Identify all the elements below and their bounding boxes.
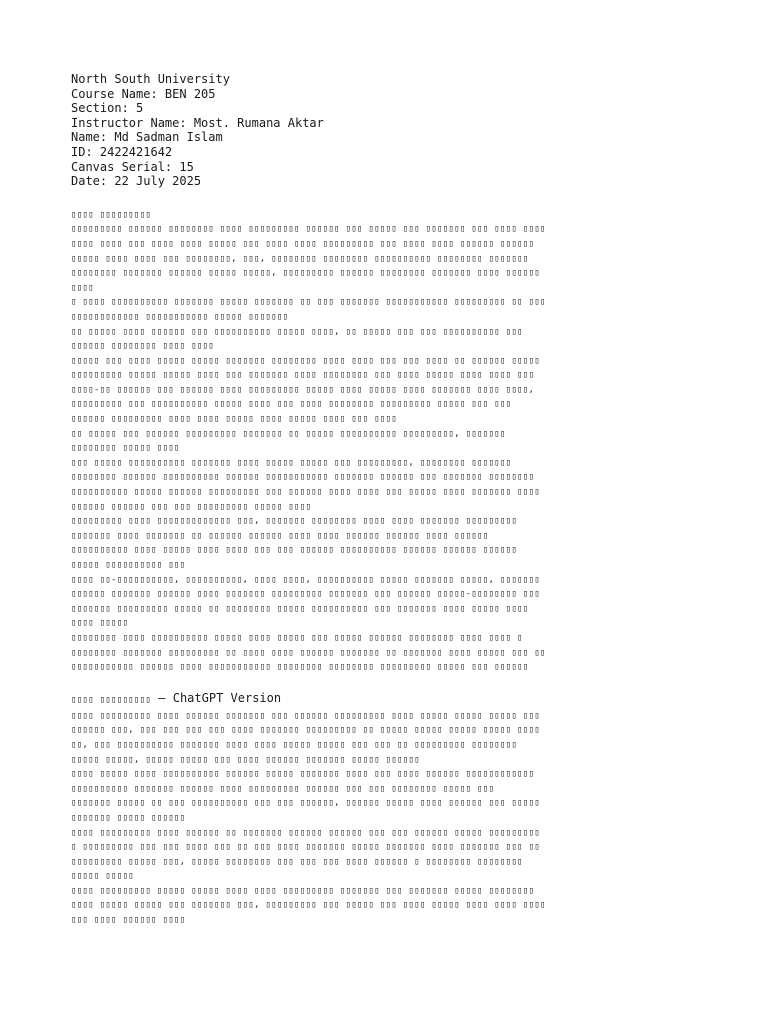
paragraph-line: ▯▯▯▯▯▯▯ ▯▯▯▯ ▯▯▯▯▯▯▯ ▯▯ ▯▯▯▯▯▯ ▯▯▯▯▯▯ ▯▯▯▯ ▯▯▯▯ ▯▯▯▯▯▯ ▯▯▯▯▯▯ ▯▯▯▯ ▯▯▯▯▯▯ (71, 530, 489, 541)
paragraph-line: ▯▯ ▯▯▯▯▯ ▯▯▯▯ ▯▯▯▯▯▯ ▯▯▯ ▯▯▯▯▯▯▯▯▯▯ ▯▯▯▯▯ ▯▯▯▯, ▯▯ ▯▯▯▯▯ ▯▯▯ ▯▯▯ ▯▯▯▯▯▯▯▯▯▯ ▯▯▯ (71, 326, 523, 337)
course-line: Course Name: BEN 205 (71, 86, 216, 101)
essay-body (71, 222, 708, 674)
paragraph-line: ▯▯▯▯▯▯ ▯▯▯▯▯▯▯ ▯▯▯▯▯▯ ▯▯▯▯ ▯▯▯▯▯▯▯ ▯▯▯▯▯▯▯▯▯ ▯▯▯▯▯▯▯ ▯▯▯ ▯▯▯▯▯▯ ▯▯▯▯▯-▯▯▯▯▯▯▯▯ ▯▯▯ (71, 589, 540, 600)
university-line: North South University (71, 72, 230, 86)
paragraph-line: ▯▯▯▯▯ ▯▯▯▯ ▯▯▯▯ ▯▯▯ ▯▯▯▯▯▯▯▯, ▯▯▯, ▯▯▯▯▯▯▯▯ ▯▯▯▯▯▯▯▯ ▯▯▯▯▯▯▯▯▯▯ ▯▯▯▯▯▯▯▯ ▯▯▯▯▯▯▯ (71, 253, 529, 264)
paragraph-line: ▯▯▯▯▯▯ ▯▯▯, ▯▯▯ ▯▯▯ ▯▯▯ ▯▯▯ ▯▯▯▯ ▯▯▯▯▯▯▯ ▯▯▯▯▯▯▯▯▯ ▯▯ ▯▯▯▯▯ ▯▯▯▯▯ ▯▯▯▯▯ ▯▯▯▯▯ ▯▯▯▯ (71, 725, 540, 736)
paragraph-line: ▯▯, ▯▯▯ ▯▯▯▯▯▯▯▯▯▯ ▯▯▯▯▯▯▯ ▯▯▯▯ ▯▯▯▯ ▯▯▯▯▯ ▯▯▯▯▯ ▯▯▯ ▯▯▯ ▯▯ ▯▯▯▯▯▯▯▯▯ ▯▯▯▯▯▯▯▯ (71, 739, 518, 750)
student-id-line: ID: 2422421642 (71, 144, 173, 159)
paragraph-line: ▯▯▯▯▯▯▯▯▯ ▯▯▯ ▯▯▯▯▯▯▯▯▯▯ ▯▯▯▯▯ ▯▯▯▯ ▯▯▯ ▯▯▯▯ ▯▯▯▯▯▯▯▯ ▯▯▯▯▯▯▯▯▯ ▯▯▯▯▯ ▯▯▯ ▯▯▯ (71, 399, 512, 410)
paragraph-line: ▯▯▯ ▯▯▯▯ ▯▯▯▯▯▯ ▯▯▯▯ (71, 915, 186, 926)
canvas-serial-line: Canvas Serial: 15 (71, 159, 194, 174)
paragraph-line: ▯▯▯▯▯▯▯▯▯▯ ▯▯▯▯▯▯▯ ▯▯▯▯▯▯ ▯▯▯▯ ▯▯▯▯▯▯▯▯▯ ▯▯▯▯▯▯ ▯▯▯ ▯▯▯ ▯▯▯▯▯▯▯▯ ▯▯▯▯▯ ▯▯▯ (71, 783, 495, 794)
paragraph-line: ▯▯▯▯▯▯ ▯▯▯▯▯▯ ▯▯▯ ▯▯▯ ▯▯▯▯▯▯▯▯▯ ▯▯▯▯▯ ▯▯▯▯ (71, 501, 312, 512)
paragraph-line: ▯▯▯▯▯▯▯▯ ▯▯▯▯▯ ▯▯▯▯ (71, 443, 180, 454)
paragraph-line: ▯ ▯▯▯▯▯▯▯▯▯ ▯▯▯ ▯▯▯ ▯▯▯▯ ▯▯▯ ▯▯ ▯▯▯ ▯▯▯▯ ▯▯▯▯▯▯▯ ▯▯▯▯▯ ▯▯▯▯▯▯▯ ▯▯▯▯ ▯▯▯▯▯▯▯ ▯▯▯ ▯▯ (71, 842, 540, 853)
paragraph-line: ▯▯▯▯-▯▯ ▯▯▯▯▯▯ ▯▯▯ ▯▯▯▯▯▯ ▯▯▯▯ ▯▯▯▯▯▯▯▯▯ ▯▯▯▯▯ ▯▯▯▯ ▯▯▯▯▯ ▯▯▯▯ ▯▯▯▯▯▯▯ ▯▯▯▯ ▯▯▯▯, (71, 384, 535, 395)
paragraph-line: ▯▯▯▯▯▯▯▯▯▯ ▯▯▯▯ ▯▯▯▯▯ ▯▯▯▯ ▯▯▯▯ ▯▯▯ ▯▯▯ ▯▯▯▯▯▯ ▯▯▯▯▯▯▯▯▯▯ ▯▯▯▯▯▯ ▯▯▯▯▯▯ ▯▯▯▯▯▯ (71, 545, 518, 556)
paragraph-line: ▯▯▯▯▯▯▯▯▯ ▯▯▯▯▯▯ ▯▯▯▯▯▯▯▯ ▯▯▯▯ ▯▯▯▯▯▯▯▯▯ ▯▯▯▯▯▯ ▯▯▯ ▯▯▯▯▯ ▯▯▯ ▯▯▯▯▯▯▯ ▯▯▯ ▯▯▯▯ ▯▯▯▯ (71, 224, 546, 235)
paragraph-line: ▯▯▯▯▯▯▯▯ ▯▯▯▯▯▯▯ ▯▯▯▯▯▯▯▯▯ ▯▯ ▯▯▯▯ ▯▯▯▯ ▯▯▯▯▯▯ ▯▯▯▯▯▯▯ ▯▯ ▯▯▯▯▯▯▯ ▯▯▯▯ ▯▯▯▯▯ ▯▯▯ ▯▯ (71, 647, 546, 658)
essay-chatgpt (71, 690, 708, 928)
paragraph-line: ▯▯▯▯▯▯ ▯▯▯▯▯▯▯▯▯ ▯▯▯▯ ▯▯▯▯ ▯▯▯▯▯ ▯▯▯▯ ▯▯▯▯▯ ▯▯▯▯ ▯▯▯ ▯▯▯▯ (71, 414, 397, 425)
paragraph-line: ▯▯▯▯▯▯▯▯▯▯▯ ▯▯▯▯▯▯ ▯▯▯▯ ▯▯▯▯▯▯▯▯▯▯▯ ▯▯▯▯▯▯▯▯ ▯▯▯▯▯▯▯▯ ▯▯▯▯▯▯▯▯▯ ▯▯▯▯▯ ▯▯▯ ▯▯▯▯▯▯ (71, 662, 529, 673)
paragraph-line: ▯▯▯▯▯ ▯▯▯▯▯▯▯▯▯▯ ▯▯▯ (71, 560, 186, 570)
paragraph-line: ▯▯▯▯▯▯▯▯ ▯▯▯▯ ▯▯▯▯▯▯▯▯▯▯ ▯▯▯▯▯ ▯▯▯▯ ▯▯▯▯▯ ▯▯▯ ▯▯▯▯▯ ▯▯▯▯▯▯ ▯▯▯▯▯▯▯▯ ▯▯▯▯ ▯▯▯▯ ▯ (71, 632, 523, 643)
date-line: Date: 22 July 2025 (71, 174, 202, 189)
paragraph-line: ▯▯▯▯ ▯▯▯▯▯▯▯▯▯ ▯▯▯▯ ▯▯▯▯▯▯ ▯▯ ▯▯▯▯▯▯▯ ▯▯▯▯▯▯ ▯▯▯▯▯▯ ▯▯▯ ▯▯▯ ▯▯▯▯▯▯ ▯▯▯▯▯ ▯▯▯▯▯▯▯▯▯ (71, 827, 540, 838)
paragraph-line: ▯▯▯▯▯▯▯ ▯▯▯▯▯ ▯▯ ▯▯▯ ▯▯▯▯▯▯▯▯▯▯ ▯▯▯ ▯▯▯ ▯▯▯▯▯▯, ▯▯▯▯▯▯ ▯▯▯▯▯ ▯▯▯▯ ▯▯▯▯▯▯ ▯▯▯ ▯▯▯▯▯ (71, 798, 540, 809)
paragraph-line: ▯▯▯▯ ▯▯▯▯▯ (71, 618, 129, 629)
paragraph-line: ▯▯▯▯▯▯▯ ▯▯▯▯▯▯▯▯▯ ▯▯▯▯▯ ▯▯ ▯▯▯▯▯▯▯▯ ▯▯▯▯▯ ▯▯▯▯▯▯▯▯▯▯ ▯▯▯ ▯▯▯▯▯▯▯ ▯▯▯▯ ▯▯▯▯▯ ▯▯▯▯ (71, 603, 529, 614)
section-line: Section: 5 (71, 101, 144, 116)
paragraph-line: ▯▯▯▯ ▯▯▯▯▯▯▯▯▯ ▯▯▯▯▯ ▯▯▯▯▯ ▯▯▯▯ ▯▯▯▯ ▯▯▯▯▯▯▯▯▯ ▯▯▯▯▯▯▯ ▯▯▯ ▯▯▯▯▯▯▯ ▯▯▯▯▯ ▯▯▯▯▯▯▯▯ (71, 885, 535, 896)
essay-original (71, 208, 708, 675)
header-block (71, 72, 708, 189)
paragraph-line: ▯▯▯▯▯▯▯▯▯ ▯▯▯▯▯ ▯▯▯▯▯ ▯▯▯▯ ▯▯▯ ▯▯▯▯▯▯▯ ▯▯▯▯ ▯▯▯▯▯▯▯▯ ▯▯▯ ▯▯▯▯ ▯▯▯▯▯ ▯▯▯▯ ▯▯▯▯ ▯▯▯ (71, 370, 535, 381)
paragraph-line: ▯▯▯▯▯▯▯ ▯▯▯▯▯ ▯▯▯▯▯▯ (71, 812, 186, 823)
paragraph-line: ▯▯▯▯ ▯▯▯▯▯ ▯▯▯▯ ▯▯▯▯▯▯▯▯▯▯ ▯▯▯▯▯▯ ▯▯▯▯▯ ▯▯▯▯▯▯▯ ▯▯▯▯ ▯▯▯ ▯▯▯▯ ▯▯▯▯▯▯ ▯▯▯▯▯▯▯▯▯▯▯▯ (71, 769, 535, 780)
paragraph-line: ▯▯▯▯▯▯▯▯▯▯▯▯ ▯▯▯▯▯▯▯▯▯▯▯ ▯▯▯▯▯ ▯▯▯▯▯▯▯ (71, 311, 289, 322)
student-name-line: Name: Md Sadman Islam (71, 130, 223, 145)
paragraph-line: ▯▯▯▯▯▯▯▯▯▯ ▯▯▯▯▯ ▯▯▯▯▯▯ ▯▯▯▯▯▯▯▯▯ ▯▯▯ ▯▯▯▯▯▯ ▯▯▯▯ ▯▯▯▯ ▯▯▯ ▯▯▯▯▯ ▯▯▯▯ ▯▯▯▯▯▯▯ ▯▯▯▯ (71, 487, 540, 498)
paragraph-line: ▯▯▯▯ ▯▯-▯▯▯▯▯▯▯▯▯▯, ▯▯▯▯▯▯▯▯▯▯, ▯▯▯▯ ▯▯▯▯, ▯▯▯▯▯▯▯▯▯▯ ▯▯▯▯▯ ▯▯▯▯▯▯▯ ▯▯▯▯▯, ▯▯▯▯▯▯▯ (71, 574, 540, 585)
paragraph-line: ▯▯▯▯▯▯▯▯▯ ▯▯▯▯▯ ▯▯▯, ▯▯▯▯▯ ▯▯▯▯▯▯▯▯ ▯▯▯ ▯▯▯ ▯▯▯ ▯▯▯▯ ▯▯▯▯▯▯ ▯ ▯▯▯▯▯▯▯▯ ▯▯▯▯▯▯▯▯ (71, 856, 523, 867)
essay-chatgpt-title-suffix: – ChatGPT Version (151, 690, 282, 705)
paragraph-line: ▯▯▯▯▯ ▯▯▯▯▯, ▯▯▯▯▯ ▯▯▯▯▯ ▯▯▯ ▯▯▯▯ ▯▯▯▯▯▯ ▯▯▯▯▯▯▯ ▯▯▯▯▯ ▯▯▯▯▯▯ (71, 754, 420, 765)
paragraph-line: ▯▯▯▯▯▯▯▯ ▯▯▯▯▯▯▯ ▯▯▯▯▯▯ ▯▯▯▯▯ ▯▯▯▯▯, ▯▯▯▯▯▯▯▯▯ ▯▯▯▯▯▯ ▯▯▯▯▯▯▯▯ ▯▯▯▯▯▯▯ ▯▯▯▯ ▯▯▯▯▯▯ (71, 268, 540, 279)
paragraph-line: ▯▯▯▯ ▯▯▯▯▯ ▯▯▯▯▯ ▯▯▯ ▯▯▯▯▯▯▯ ▯▯▯, ▯▯▯▯▯▯▯▯▯ ▯▯▯ ▯▯▯▯▯ ▯▯▯ ▯▯▯▯ ▯▯▯▯▯ ▯▯▯▯ ▯▯▯▯ ▯▯▯▯ (71, 900, 546, 911)
paragraph-line: ▯▯▯▯▯ ▯▯▯▯▯ (71, 871, 134, 882)
paragraph-line: ▯▯▯▯▯ ▯▯▯ ▯▯▯▯ ▯▯▯▯▯ ▯▯▯▯▯ ▯▯▯▯▯▯▯ ▯▯▯▯▯▯▯▯ ▯▯▯▯ ▯▯▯▯ ▯▯▯ ▯▯▯ ▯▯▯▯ ▯▯ ▯▯▯▯▯▯ ▯▯▯▯▯ (71, 355, 540, 366)
essay-chatgpt-title-prefix: ▯▯▯▯ ▯▯▯▯▯▯▯▯▯ (71, 694, 152, 705)
paragraph-line: ▯▯▯▯▯▯▯▯▯ ▯▯▯▯ ▯▯▯▯▯▯▯▯▯▯▯▯▯ ▯▯▯, ▯▯▯▯▯▯▯ ▯▯▯▯▯▯▯▯ ▯▯▯▯ ▯▯▯▯ ▯▯▯▯▯▯▯ ▯▯▯▯▯▯▯▯▯ (71, 516, 518, 527)
paragraph-line: ▯▯▯▯ ▯▯▯▯ ▯▯▯ ▯▯▯▯ ▯▯▯▯ ▯▯▯▯▯ ▯▯▯ ▯▯▯▯ ▯▯▯▯ ▯▯▯▯▯▯▯▯▯ ▯▯▯ ▯▯▯▯ ▯▯▯▯ ▯▯▯▯▯▯ ▯▯▯▯▯▯ (71, 238, 535, 249)
paragraph-line: ▯▯▯ ▯▯▯▯▯ ▯▯▯▯▯▯▯▯▯▯ ▯▯▯▯▯▯▯ ▯▯▯▯ ▯▯▯▯▯ ▯▯▯▯▯ ▯▯▯ ▯▯▯▯▯▯▯▯▯, ▯▯▯▯▯▯▯▯ ▯▯▯▯▯▯▯ (71, 457, 512, 468)
paragraph-line: ▯▯▯▯▯▯▯▯ ▯▯▯▯▯▯ ▯▯▯▯▯▯▯▯▯▯ ▯▯▯▯▯▯ ▯▯▯▯▯▯▯▯▯▯▯ ▯▯▯▯▯▯▯ ▯▯▯▯▯▯ ▯▯▯ ▯▯▯▯▯▯▯ ▯▯▯▯▯▯▯▯ (71, 472, 535, 483)
spacer (71, 189, 708, 204)
paragraph-line: ▯▯▯▯ ▯▯▯▯▯▯▯▯▯ ▯▯▯▯ ▯▯▯▯▯▯ ▯▯▯▯▯▯▯ ▯▯▯ ▯▯▯▯▯▯ ▯▯▯▯▯▯▯▯▯ ▯▯▯▯ ▯▯▯▯▯ ▯▯▯▯▯ ▯▯▯▯▯ ▯▯▯ (71, 710, 540, 721)
essay-title: ▯▯▯▯ ▯▯▯▯▯▯▯▯▯ (71, 209, 152, 220)
essay-chatgpt-title (71, 690, 708, 709)
paragraph-line: ▯▯ ▯▯▯▯▯ ▯▯▯ ▯▯▯▯▯▯ ▯▯▯▯▯▯▯▯▯ ▯▯▯▯▯▯▯ ▯▯ ▯▯▯▯▯ ▯▯▯▯▯▯▯▯▯▯ ▯▯▯▯▯▯▯▯▯, ▯▯▯▯▯▯▯ (71, 428, 506, 439)
essay-chatgpt-body (71, 709, 708, 928)
paragraph-line: ▯▯▯▯▯▯ ▯▯▯▯▯▯▯▯ ▯▯▯▯ ▯▯▯▯ (71, 341, 214, 352)
spacer (71, 675, 708, 690)
paragraph-line: ▯ ▯▯▯▯ ▯▯▯▯▯▯▯▯▯▯ ▯▯▯▯▯▯▯ ▯▯▯▯▯ ▯▯▯▯▯▯▯ ▯▯ ▯▯▯ ▯▯▯▯▯▯▯ ▯▯▯▯▯▯▯▯▯▯▯ ▯▯▯▯▯▯▯▯▯ ▯▯ ▯▯▯ (71, 297, 546, 308)
paragraph-line: ▯▯▯▯ (71, 282, 94, 293)
instructor-line: Instructor Name: Most. Rumana Aktar (71, 115, 324, 130)
